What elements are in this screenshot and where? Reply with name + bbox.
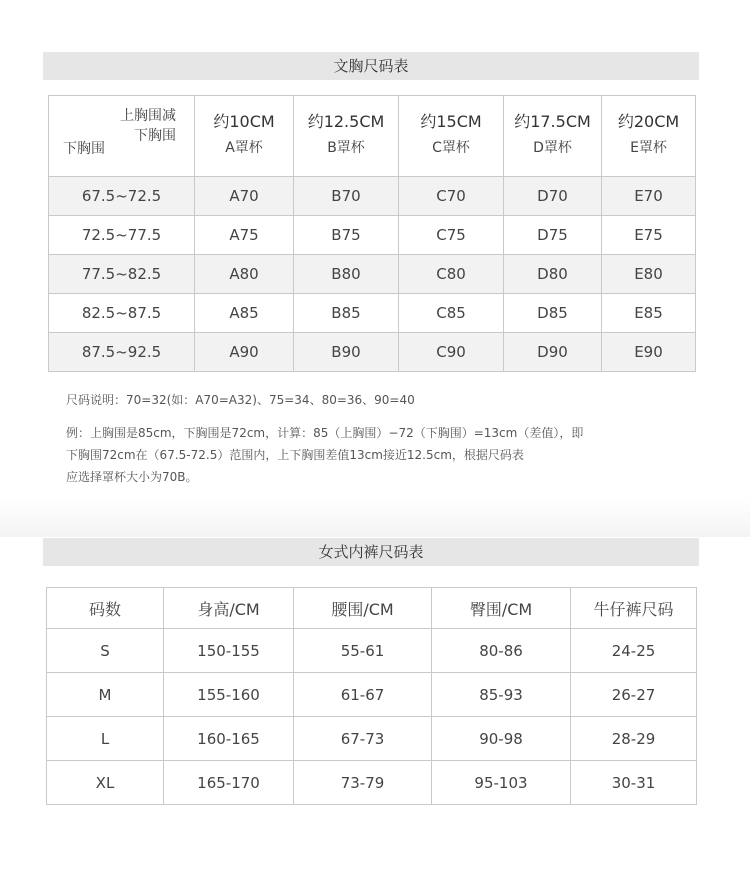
size-cell: E70 — [602, 177, 696, 216]
band-range-cell: 82.5~87.5 — [49, 294, 195, 333]
size-cell: A70 — [195, 177, 294, 216]
cup-column-header: 约20CM E罩杯 — [602, 96, 696, 177]
jeans-size-cell: 28-29 — [571, 717, 697, 761]
size-cell: C85 — [399, 294, 504, 333]
size-cell: E85 — [602, 294, 696, 333]
height-cell: 165-170 — [164, 761, 294, 805]
size-cell: D85 — [504, 294, 602, 333]
waist-cell: 55-61 — [294, 629, 432, 673]
column-header: 腰围/CM — [294, 588, 432, 629]
cup-column-header: 约17.5CM D罩杯 — [504, 96, 602, 177]
size-cell: D80 — [504, 255, 602, 294]
waist-cell: 61-67 — [294, 673, 432, 717]
waist-cell: 73-79 — [294, 761, 432, 805]
example-note: 例：上胸围是85cm，下胸围是72cm，计算：85（上胸围）−72（下胸围）=13cm（差值），即 下胸围72cm在（67.5-72.5）范围内，上下胸围差值13cm接近12.5cm，根据尺码表 应选择罩杯大小为70B。 — [66, 426, 584, 484]
size-cell: C70 — [399, 177, 504, 216]
jeans-size-cell: 30-31 — [571, 761, 697, 805]
jeans-size-cell: 26-27 — [571, 673, 697, 717]
table-row — [49, 333, 696, 372]
jeans-size-cell: 24-25 — [571, 629, 697, 673]
panties-size-table — [46, 587, 697, 805]
size-cell: A85 — [195, 294, 294, 333]
size-code-cell: L — [47, 717, 164, 761]
band-range-cell: 77.5~82.5 — [49, 255, 195, 294]
size-cell: D75 — [504, 216, 602, 255]
size-code-cell: S — [47, 629, 164, 673]
cup-column-header: 约12.5CM B罩杯 — [294, 96, 399, 177]
hip-cell: 85-93 — [432, 673, 571, 717]
band-range-cell: 72.5~77.5 — [49, 216, 195, 255]
column-header: 码数 — [47, 588, 164, 629]
table-row — [49, 216, 696, 255]
table-row — [47, 761, 697, 805]
column-header: 身高/CM — [164, 588, 294, 629]
table-row — [47, 673, 697, 717]
size-cell: B75 — [294, 216, 399, 255]
size-cell: E90 — [602, 333, 696, 372]
cup-column-header: 约15CM C罩杯 — [399, 96, 504, 177]
section-divider — [0, 497, 750, 537]
size-cell: E80 — [602, 255, 696, 294]
size-cell: C90 — [399, 333, 504, 372]
size-cell: D90 — [504, 333, 602, 372]
waist-cell: 67-73 — [294, 717, 432, 761]
band-range-cell: 67.5~72.5 — [49, 177, 195, 216]
size-cell: E75 — [602, 216, 696, 255]
size-cell: C80 — [399, 255, 504, 294]
size-cell: B80 — [294, 255, 399, 294]
panties-chart-title: 女式内裤尺码表 — [43, 538, 699, 566]
corner-upper-label: 上胸围减 下胸围 — [120, 108, 176, 144]
size-cell: B85 — [294, 294, 399, 333]
size-cell: D70 — [504, 177, 602, 216]
height-cell: 150-155 — [164, 629, 294, 673]
column-header: 臀围/CM — [432, 588, 571, 629]
hip-cell: 95-103 — [432, 761, 571, 805]
height-cell: 155-160 — [164, 673, 294, 717]
table-row — [49, 294, 696, 333]
size-cell: B70 — [294, 177, 399, 216]
table-row — [49, 255, 696, 294]
bra-chart-title: 文胸尺码表 — [43, 52, 699, 80]
band-range-cell: 87.5~92.5 — [49, 333, 195, 372]
table-row — [47, 717, 697, 761]
panties-header-row — [47, 588, 697, 629]
size-code-cell: M — [47, 673, 164, 717]
size-cell: B90 — [294, 333, 399, 372]
corner-cell — [49, 96, 195, 177]
column-header: 牛仔裤尺码 — [571, 588, 697, 629]
size-cell: A80 — [195, 255, 294, 294]
size-code-cell: XL — [47, 761, 164, 805]
table-row — [47, 629, 697, 673]
size-cell: A75 — [195, 216, 294, 255]
height-cell: 160-165 — [164, 717, 294, 761]
bra-header-row — [49, 96, 696, 177]
hip-cell: 90-98 — [432, 717, 571, 761]
corner-lower-label: 下胸围 — [63, 141, 105, 157]
cup-column-header: 约10CM A罩杯 — [195, 96, 294, 177]
hip-cell: 80-86 — [432, 629, 571, 673]
bra-size-table — [48, 95, 696, 372]
size-note: 尺码说明：70=32(如：A70=A32)、75=34、80=36、90=40 — [66, 393, 415, 407]
size-cell: A90 — [195, 333, 294, 372]
size-cell: C75 — [399, 216, 504, 255]
table-row — [49, 177, 696, 216]
